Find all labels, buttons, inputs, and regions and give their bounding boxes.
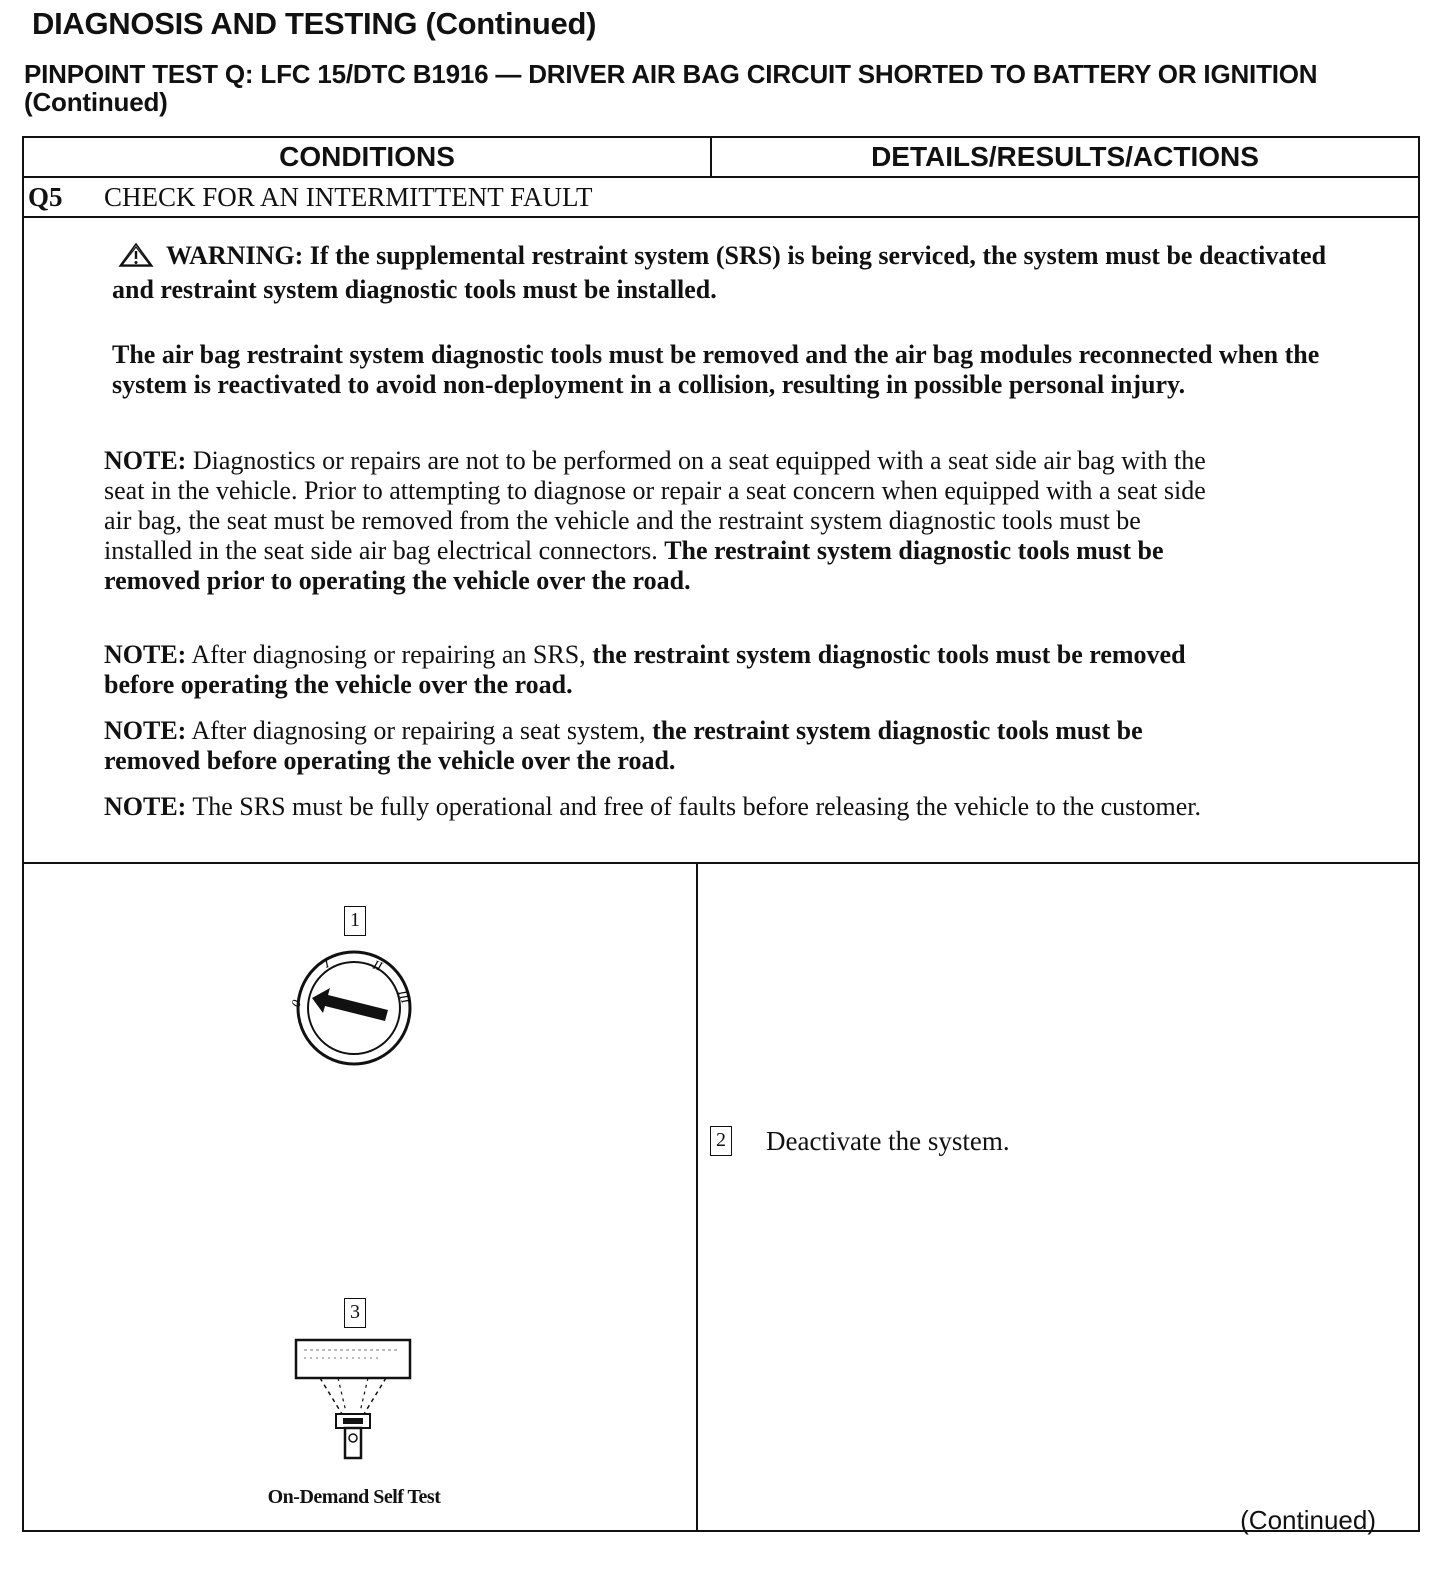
step-detail-row bbox=[24, 864, 1418, 1530]
column-divider bbox=[696, 864, 698, 1530]
warning-text-2: The air bag restraint system diagnostic tools must be removed and the air bag modules reconnected when the system is reactivated to avoid non-deployment in a collision, resulting in possible personal injury. bbox=[112, 340, 1320, 399]
note-emphasis: The restraint system diagnostic tools must be removed prior to operating the vehicle over the road. bbox=[104, 536, 1164, 595]
note-srs-operational bbox=[104, 792, 1214, 822]
callout-3: 3 bbox=[344, 1298, 366, 1328]
continued-label: (Continued) bbox=[1240, 1505, 1376, 1535]
note-text: Diagnostics or repairs are not to be performed on a seat equipped with a seat side air bag with the seat in the vehicle. Prior to attempting to diagnose or repair a seat concern when equipped with a seat side air bag, the seat must be removed from the vehicle and the restraint system diagnostic tools must be installed in the seat side air bag electrical connectors. bbox=[104, 446, 1206, 565]
step-id: Q5 bbox=[28, 182, 63, 212]
table-header bbox=[24, 138, 1418, 178]
ignition-position-1: I bbox=[321, 955, 332, 971]
warning-block bbox=[24, 218, 1418, 864]
note-label: NOTE: bbox=[104, 640, 187, 669]
note-emphasis: the restraint system diagnostic tools must be removed before operating the vehicle over the road. bbox=[104, 716, 1143, 775]
conditions-column-header: CONDITIONS bbox=[24, 138, 712, 176]
pinpoint-test-title: PINPOINT TEST Q: LFC 15/DTC B1916 — DRIVER AIR BAG CIRCUIT SHORTED TO BATTERY OR IGNITION (Continued) bbox=[24, 59, 1318, 117]
warning-text-1: WARNING: If the supplemental restraint system (SRS) is being serviced, the system must be deactivated and restraint system diagnostic tools must be installed. bbox=[112, 241, 1327, 304]
note-emphasis: the restraint system diagnostic tools must be removed before operating the vehicle over the road. bbox=[104, 640, 1186, 699]
illustration-caption: On-Demand Self Test bbox=[267, 1486, 441, 1508]
step-title: CHECK FOR AN INTERMITTENT FAULT bbox=[104, 182, 593, 212]
ignition-position-0: 0 bbox=[287, 997, 305, 1010]
pinpoint-test-table bbox=[22, 136, 1420, 1532]
note-label: NOTE: bbox=[104, 446, 187, 475]
note-label: NOTE: bbox=[104, 716, 187, 745]
note-after-srs-repair bbox=[104, 640, 1214, 700]
ignition-position-2: II bbox=[370, 956, 385, 974]
note-after-seat-repair bbox=[104, 716, 1214, 776]
callout-2: 2 bbox=[710, 1126, 732, 1156]
note-text: After diagnosing or repairing an SRS, bbox=[186, 640, 593, 669]
warning-triangle-icon bbox=[118, 242, 154, 275]
note-text: The SRS must be fully operational and free of faults before releasing the vehicle to the customer. bbox=[186, 792, 1202, 821]
ignition-switch-off-illustration bbox=[284, 946, 424, 1081]
warning-text bbox=[112, 241, 1372, 305]
section-title: DIAGNOSIS AND TESTING (Continued) bbox=[32, 6, 597, 41]
callout-1: 1 bbox=[344, 906, 366, 936]
note-text: After diagnosing or repairing a seat system, bbox=[186, 716, 653, 745]
action-deactivate-system: Deactivate the system. bbox=[766, 1126, 1010, 1156]
note-label: NOTE: bbox=[104, 792, 187, 821]
ignition-position-3: III bbox=[395, 987, 414, 1006]
on-demand-self-test-illustration bbox=[290, 1336, 420, 1471]
step-row bbox=[24, 178, 1418, 218]
note-seat-side-air-bag bbox=[104, 446, 1214, 596]
details-column-header: DETAILS/RESULTS/ACTIONS bbox=[871, 141, 1259, 172]
